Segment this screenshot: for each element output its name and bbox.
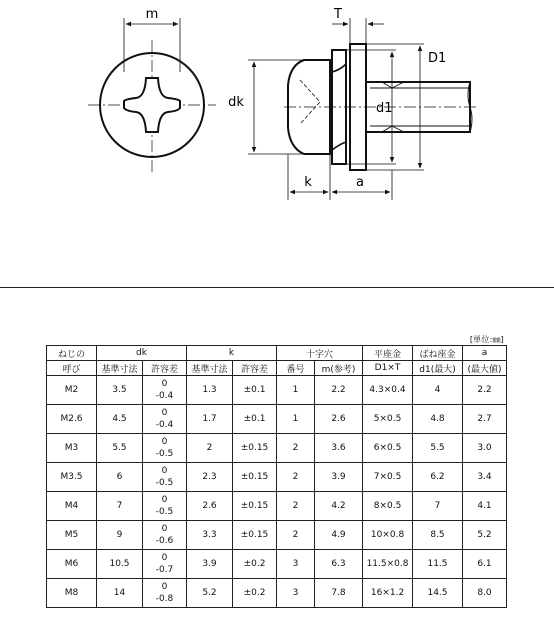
cell-m: 7.8 xyxy=(315,579,363,608)
cell-m: 3.6 xyxy=(315,434,363,463)
cell-k-tol: ±0.15 xyxy=(233,521,277,550)
cell-no: 2 xyxy=(277,521,315,550)
dk-tol-upper: 0 xyxy=(161,524,168,534)
cell-a: 3.4 xyxy=(463,463,507,492)
cell-k-tol: ±0.15 xyxy=(233,463,277,492)
cell-k-tol: ±0.15 xyxy=(233,492,277,521)
cell-washer: 4.3×0.4 xyxy=(363,376,413,405)
cell-a: 6.1 xyxy=(463,550,507,579)
cell-k-tol: ±0.15 xyxy=(233,434,277,463)
cell-dk-tol xyxy=(143,550,187,579)
cell-dk: 5.5 xyxy=(97,434,143,463)
dk-tol-lower: -0.5 xyxy=(155,449,174,459)
table-row xyxy=(47,405,507,434)
dk-tol-upper: 0 xyxy=(161,553,168,563)
cell-size: M5 xyxy=(47,521,97,550)
cell-k-tol: ±0.1 xyxy=(233,376,277,405)
k-label: k xyxy=(304,175,312,190)
header-spring-washer: ばね座金 xyxy=(413,346,463,361)
cell-a: 4.1 xyxy=(463,492,507,521)
cell-d1: 11.5 xyxy=(413,550,463,579)
dk-tol-lower: -0.8 xyxy=(155,594,174,604)
dk-tol-upper: 0 xyxy=(161,379,168,389)
cell-size: M2 xyxy=(47,376,97,405)
cell-a: 8.0 xyxy=(463,579,507,608)
header-k-tol: 許容差 xyxy=(233,361,277,376)
header-dk-basic: 基準寸法 xyxy=(97,361,143,376)
header-d1-max: d1(最大) xyxy=(413,361,463,376)
cell-m: 2.2 xyxy=(315,376,363,405)
cell-k: 2 xyxy=(187,434,233,463)
cell-dk-tol xyxy=(143,463,187,492)
cell-m: 6.3 xyxy=(315,550,363,579)
d1-spring-label: d1 xyxy=(376,101,393,116)
cell-dk: 4.5 xyxy=(97,405,143,434)
cell-washer: 8×0.5 xyxy=(363,492,413,521)
dk-tol-lower: -0.5 xyxy=(155,507,174,517)
cell-no: 2 xyxy=(277,434,315,463)
dk-label: dk xyxy=(228,95,244,110)
cell-k: 5.2 xyxy=(187,579,233,608)
cell-k: 2.3 xyxy=(187,463,233,492)
cell-k: 1.3 xyxy=(187,376,233,405)
cell-d1: 4 xyxy=(413,376,463,405)
cell-washer: 10×0.8 xyxy=(363,521,413,550)
dk-tol-upper: 0 xyxy=(161,466,168,476)
table-row xyxy=(47,550,507,579)
header-a-max: (最大値) xyxy=(463,361,507,376)
cell-dk-tol xyxy=(143,579,187,608)
cell-washer: 7×0.5 xyxy=(363,463,413,492)
cell-dk: 7 xyxy=(97,492,143,521)
cell-d1: 5.5 xyxy=(413,434,463,463)
cell-k: 2.6 xyxy=(187,492,233,521)
head-top-view xyxy=(88,40,216,172)
header-washer-size: D1×T xyxy=(363,361,413,376)
cell-size: M3 xyxy=(47,434,97,463)
header-cross-recess: 十字穴 xyxy=(277,346,363,361)
cell-dk: 6 xyxy=(97,463,143,492)
cell-k: 1.7 xyxy=(187,405,233,434)
cell-a: 2.7 xyxy=(463,405,507,434)
cell-size: M2.6 xyxy=(47,405,97,434)
dk-tol-upper: 0 xyxy=(161,582,168,592)
cell-d1: 8.5 xyxy=(413,521,463,550)
table-row xyxy=(47,463,507,492)
cell-size: M8 xyxy=(47,579,97,608)
table-row xyxy=(47,579,507,608)
cell-dk: 10.5 xyxy=(97,550,143,579)
dk-tol-lower: -0.4 xyxy=(155,420,174,430)
section-divider xyxy=(0,287,554,288)
cell-dk: 14 xyxy=(97,579,143,608)
cell-dk-tol xyxy=(143,434,187,463)
cell-washer: 5×0.5 xyxy=(363,405,413,434)
cell-size: M4 xyxy=(47,492,97,521)
dk-tol-upper: 0 xyxy=(161,408,168,418)
cell-no: 3 xyxy=(277,579,315,608)
cell-a: 5.2 xyxy=(463,521,507,550)
table-row xyxy=(47,492,507,521)
cell-a: 2.2 xyxy=(463,376,507,405)
cell-k: 3.3 xyxy=(187,521,233,550)
a-label: a xyxy=(356,175,364,190)
cell-m: 3.9 xyxy=(315,463,363,492)
header-a: a xyxy=(463,346,507,361)
cell-a: 3.0 xyxy=(463,434,507,463)
cell-d1: 6.2 xyxy=(413,463,463,492)
dimension-table xyxy=(46,345,507,608)
dk-tol-lower: -0.7 xyxy=(155,565,174,575)
cell-dk-tol xyxy=(143,405,187,434)
dk-tol-upper: 0 xyxy=(161,437,168,447)
cell-washer: 6×0.5 xyxy=(363,434,413,463)
cell-no: 3 xyxy=(277,550,315,579)
cell-dk-tol xyxy=(143,521,187,550)
cell-m: 2.6 xyxy=(315,405,363,434)
cell-no: 2 xyxy=(277,463,315,492)
cell-k-tol: ±0.2 xyxy=(233,579,277,608)
header-flat-washer: 平座金 xyxy=(363,346,413,361)
t-label: T xyxy=(334,7,342,22)
cell-m: 4.2 xyxy=(315,492,363,521)
unit-note: [単位:㎜] xyxy=(469,335,504,344)
dk-tol-upper: 0 xyxy=(161,495,168,505)
cell-d1: 14.5 xyxy=(413,579,463,608)
dk-tol-lower: -0.4 xyxy=(155,391,174,401)
screw-technical-drawing xyxy=(0,0,554,290)
table-row xyxy=(47,376,507,405)
cell-dk-tol xyxy=(143,492,187,521)
table-row xyxy=(47,434,507,463)
cell-k: 3.9 xyxy=(187,550,233,579)
cell-d1: 7 xyxy=(413,492,463,521)
cell-no: 1 xyxy=(277,376,315,405)
d1-washer-label: D1 xyxy=(428,51,447,66)
cell-k-tol: ±0.1 xyxy=(233,405,277,434)
cell-d1: 4.8 xyxy=(413,405,463,434)
header-dk-tol: 許容差 xyxy=(143,361,187,376)
dk-tol-lower: -0.5 xyxy=(155,478,174,488)
cell-dk: 9 xyxy=(97,521,143,550)
cell-no: 2 xyxy=(277,492,315,521)
m-label: m xyxy=(145,7,159,22)
cell-washer: 16×1.2 xyxy=(363,579,413,608)
header-dk: dk xyxy=(97,346,187,361)
cell-dk: 3.5 xyxy=(97,376,143,405)
header-k-basic: 基準寸法 xyxy=(187,361,233,376)
cell-m: 4.9 xyxy=(315,521,363,550)
table-row xyxy=(47,521,507,550)
cell-size: M3.5 xyxy=(47,463,97,492)
table-header-row-top xyxy=(47,346,507,361)
header-size-top: ねじの xyxy=(47,346,97,361)
cell-dk-tol xyxy=(143,376,187,405)
dk-tol-lower: -0.6 xyxy=(155,536,174,546)
cell-washer: 11.5×0.8 xyxy=(363,550,413,579)
cell-size: M6 xyxy=(47,550,97,579)
header-k: k xyxy=(187,346,277,361)
header-recess-no: 番号 xyxy=(277,361,315,376)
table-header-row-bottom xyxy=(47,361,507,376)
header-recess-m: m(参考) xyxy=(315,361,363,376)
cell-no: 1 xyxy=(277,405,315,434)
cell-k-tol: ±0.2 xyxy=(233,550,277,579)
header-size-bottom: 呼び xyxy=(47,361,97,376)
